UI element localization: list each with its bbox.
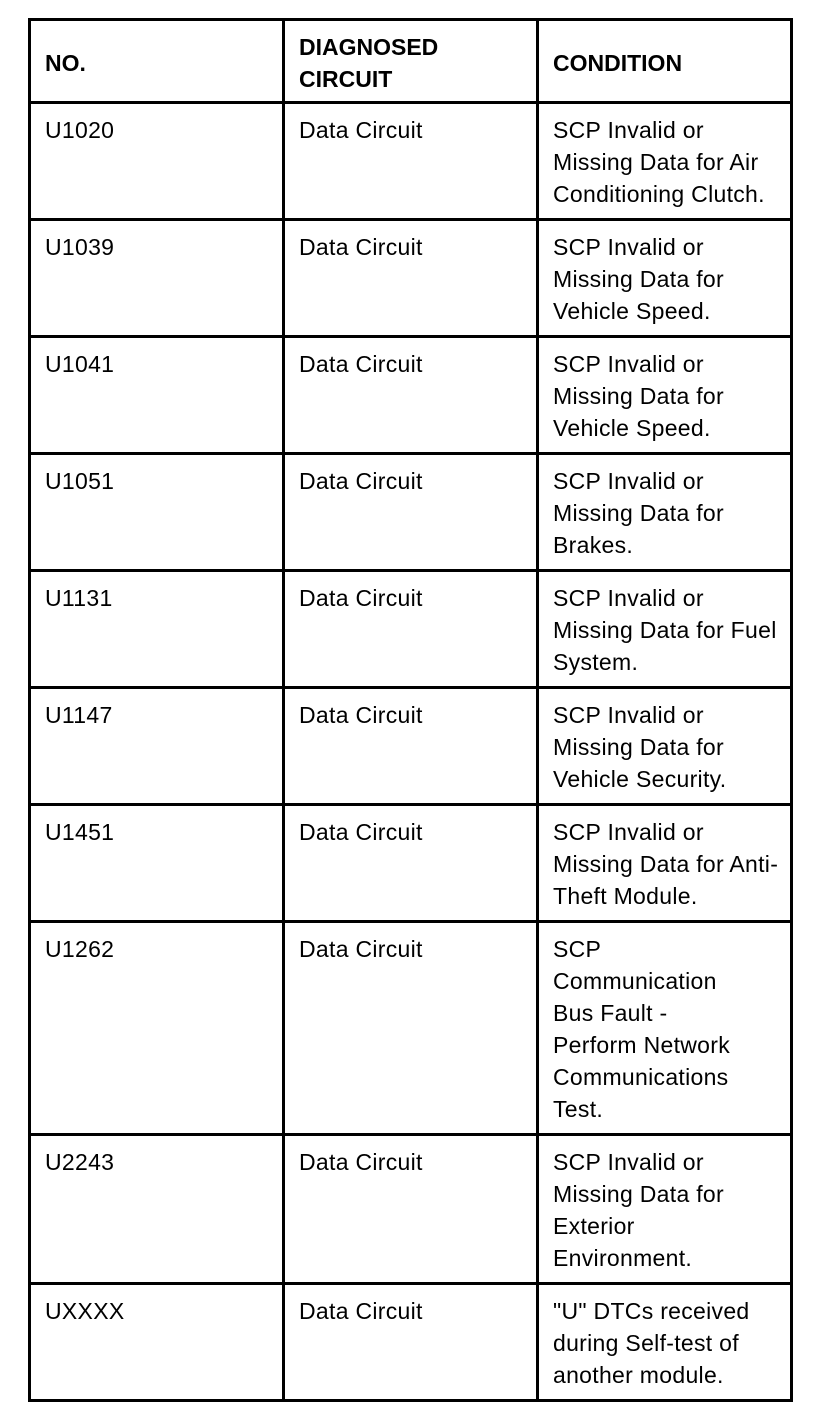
- diagnosed-circuit: Data Circuit: [284, 337, 538, 454]
- table-row: [30, 103, 792, 220]
- table-header-row: [30, 20, 792, 103]
- diagnosed-circuit: Data Circuit: [284, 805, 538, 922]
- condition: SCP Invalid or Missing Data for Brakes.: [538, 454, 792, 571]
- dtc-table: [28, 18, 793, 1402]
- dtc-number: U1262: [30, 922, 284, 1135]
- header-diagnosed-circuit: [284, 20, 538, 103]
- dtc-number: U1020: [30, 103, 284, 220]
- condition-text: SCP Invalid or Missing Data for Exterior Environment.: [553, 1149, 724, 1271]
- diagnosed-circuit: Data Circuit: [284, 688, 538, 805]
- table-row: [30, 1284, 792, 1401]
- condition: SCP Invalid or Missing Data for Fuel System.: [538, 571, 792, 688]
- dtc-number: U1041: [30, 337, 284, 454]
- diagnosed-circuit: Data Circuit: [284, 220, 538, 337]
- header-condition: CONDITION: [538, 20, 792, 103]
- condition: [538, 1135, 792, 1284]
- table-row: [30, 922, 792, 1135]
- table-row: [30, 571, 792, 688]
- table-row: [30, 805, 792, 922]
- condition: SCP Invalid or Missing Data for Air Conditioning Clutch.: [538, 103, 792, 220]
- dtc-number: UXXXX: [30, 1284, 284, 1401]
- table-row: [30, 337, 792, 454]
- dtc-number: U2243: [30, 1135, 284, 1284]
- dtc-number: U1131: [30, 571, 284, 688]
- table-row: [30, 220, 792, 337]
- table-row: [30, 454, 792, 571]
- dtc-number: U1039: [30, 220, 284, 337]
- condition-text: SCP Communication Bus Fault - Perform Network Communications Test.: [553, 936, 731, 1122]
- condition: "U" DTCs received during Self-test of another module.: [538, 1284, 792, 1401]
- condition: SCP Invalid or Missing Data for Vehicle Security.: [538, 688, 792, 805]
- diagnosed-circuit: Data Circuit: [284, 103, 538, 220]
- diagnosed-circuit: Data Circuit: [284, 454, 538, 571]
- diagnosed-circuit: Data Circuit: [284, 1284, 538, 1401]
- condition: SCP Invalid or Missing Data for Anti-Theft Module.: [538, 805, 792, 922]
- condition: SCP Invalid or Missing Data for Vehicle Speed.: [538, 220, 792, 337]
- header-diagnosed-circuit-text: DIAGNOSED CIRCUIT: [299, 34, 439, 92]
- table-row: [30, 688, 792, 805]
- diagnosed-circuit: Data Circuit: [284, 922, 538, 1135]
- diagnosed-circuit: Data Circuit: [284, 1135, 538, 1284]
- diagnosed-circuit: Data Circuit: [284, 571, 538, 688]
- condition: SCP Invalid or Missing Data for Vehicle Speed.: [538, 337, 792, 454]
- table-row: [30, 1135, 792, 1284]
- dtc-number: U1051: [30, 454, 284, 571]
- header-no: NO.: [30, 20, 284, 103]
- dtc-number: U1147: [30, 688, 284, 805]
- dtc-number: U1451: [30, 805, 284, 922]
- condition: [538, 922, 792, 1135]
